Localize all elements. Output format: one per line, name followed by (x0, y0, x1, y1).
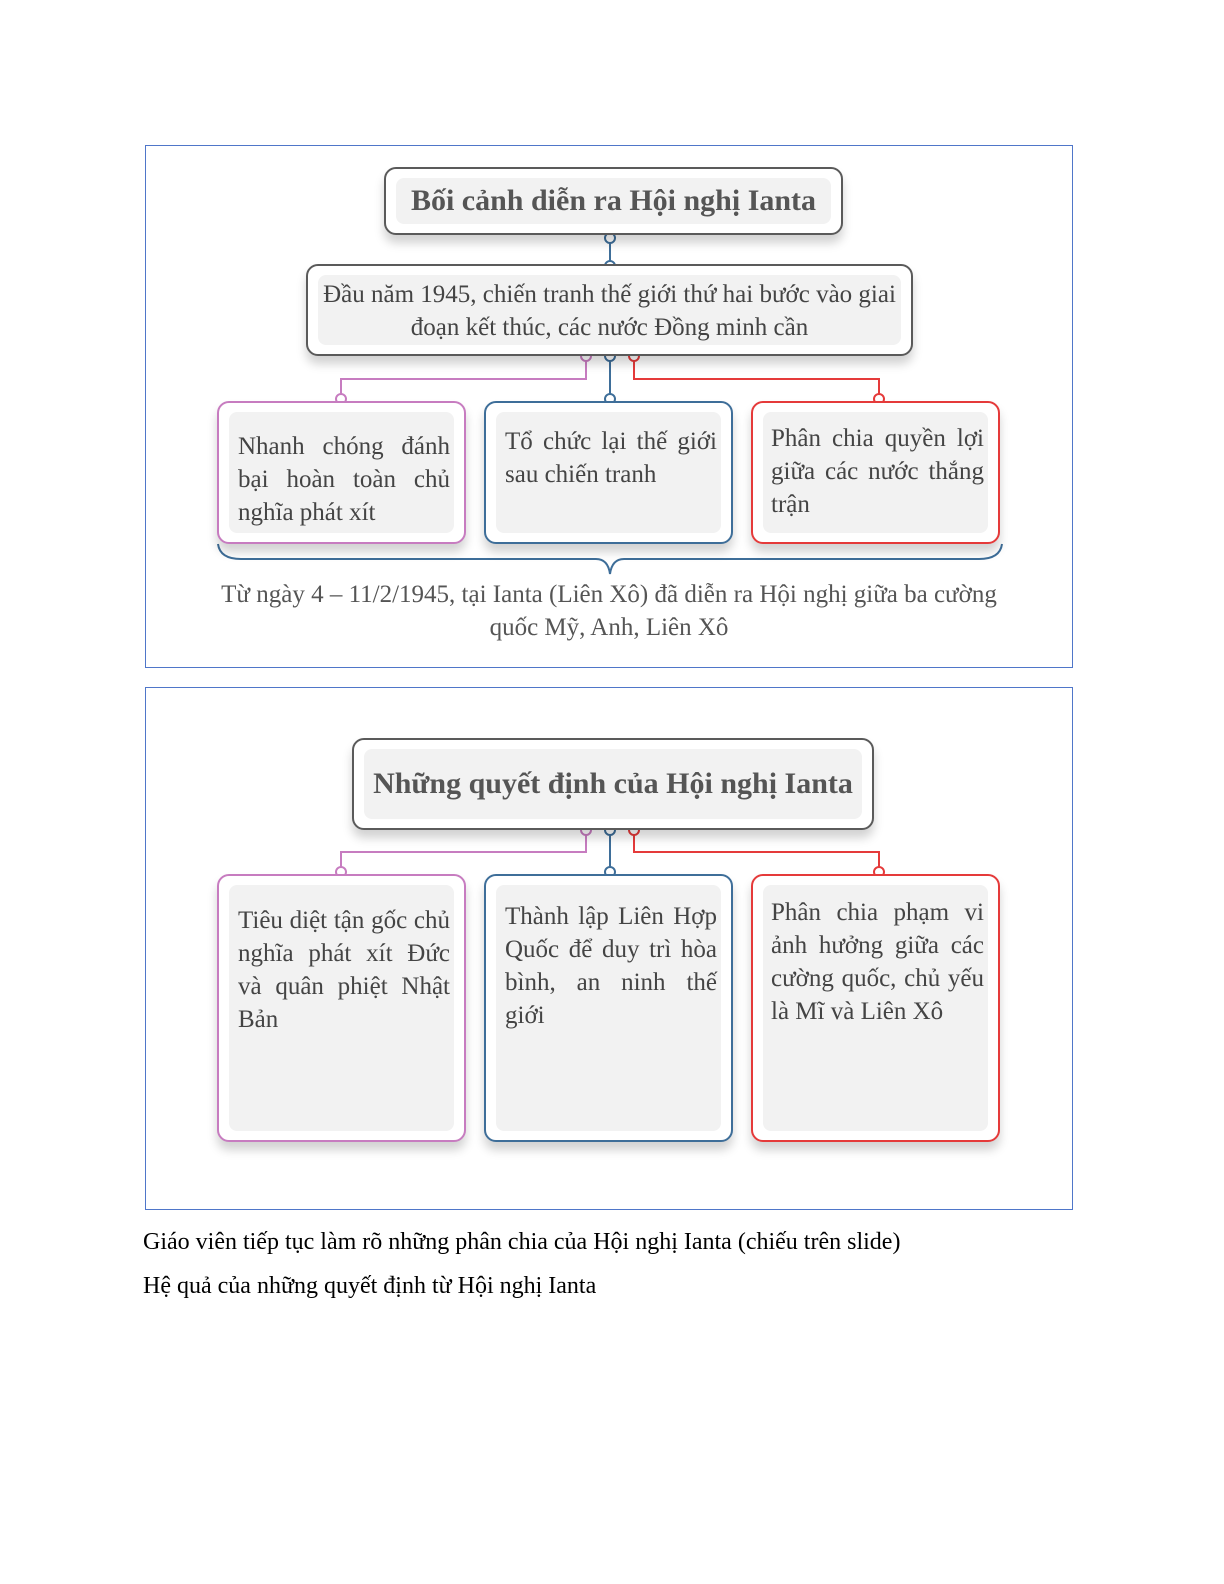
branch-box-eliminate-fascism (217, 874, 466, 1142)
diagram-title: Bối cảnh diễn ra Hội nghị Ianta (410, 184, 817, 217)
branch-text: Thành lập Liên Hợp Quốc để duy trì hòa bình, an ninh thế giới (505, 903, 717, 1029)
branch-box-found-un (484, 874, 733, 1142)
diagram-context-frame (145, 145, 1073, 668)
branch-box-reorganize-world (484, 401, 733, 544)
title-box (352, 738, 874, 830)
summary-caption: Từ ngày 4 – 11/2/1945, tại Ianta (Liên Xô) đã diễn ra Hội nghị giữa ba cường quốc Mỹ, Anh, Liên Xô (221, 581, 997, 641)
branch-box-destroy-fascism (217, 401, 466, 544)
branch-text: Tiêu diệt tận gốc chủ nghĩa phát xít Đức và quân phiệt Nhật Bản (238, 907, 450, 1033)
diagram-decisions-frame (145, 687, 1073, 1210)
branch-text: Phân chia quyền lợi giữa các nước thắng trận (771, 425, 984, 518)
body-paragraph: Giáo viên tiếp tục làm rõ những phân chia của Hội nghị Ianta (chiếu trên slide) (143, 1229, 901, 1255)
branch-box-spheres-of-influence (751, 874, 1000, 1142)
context-text: Đầu năm 1945, chiến tranh thế giới thứ hai bước vào giai đoạn kết thúc, các nước Đồng minh cần (323, 281, 896, 341)
brace-icon (218, 544, 1002, 574)
body-paragraph: Hệ quả của những quyết định từ Hội nghị Ianta (143, 1273, 597, 1299)
branch-text: Tổ chức lại thế giới sau chiến tranh (505, 428, 717, 488)
title-box (384, 167, 843, 235)
branch-text: Phân chia phạm vi ảnh hưởng giữa các cường quốc, chủ yếu là Mĩ và Liên Xô (771, 899, 984, 1025)
branch-box-divide-interests (751, 401, 1000, 544)
diagram-title: Những quyết định của Hội nghị Ianta (373, 767, 853, 800)
context-box (306, 264, 913, 356)
branch-text: Nhanh chóng đánh bại hoàn toàn chủ nghĩa phát xít (238, 433, 450, 526)
